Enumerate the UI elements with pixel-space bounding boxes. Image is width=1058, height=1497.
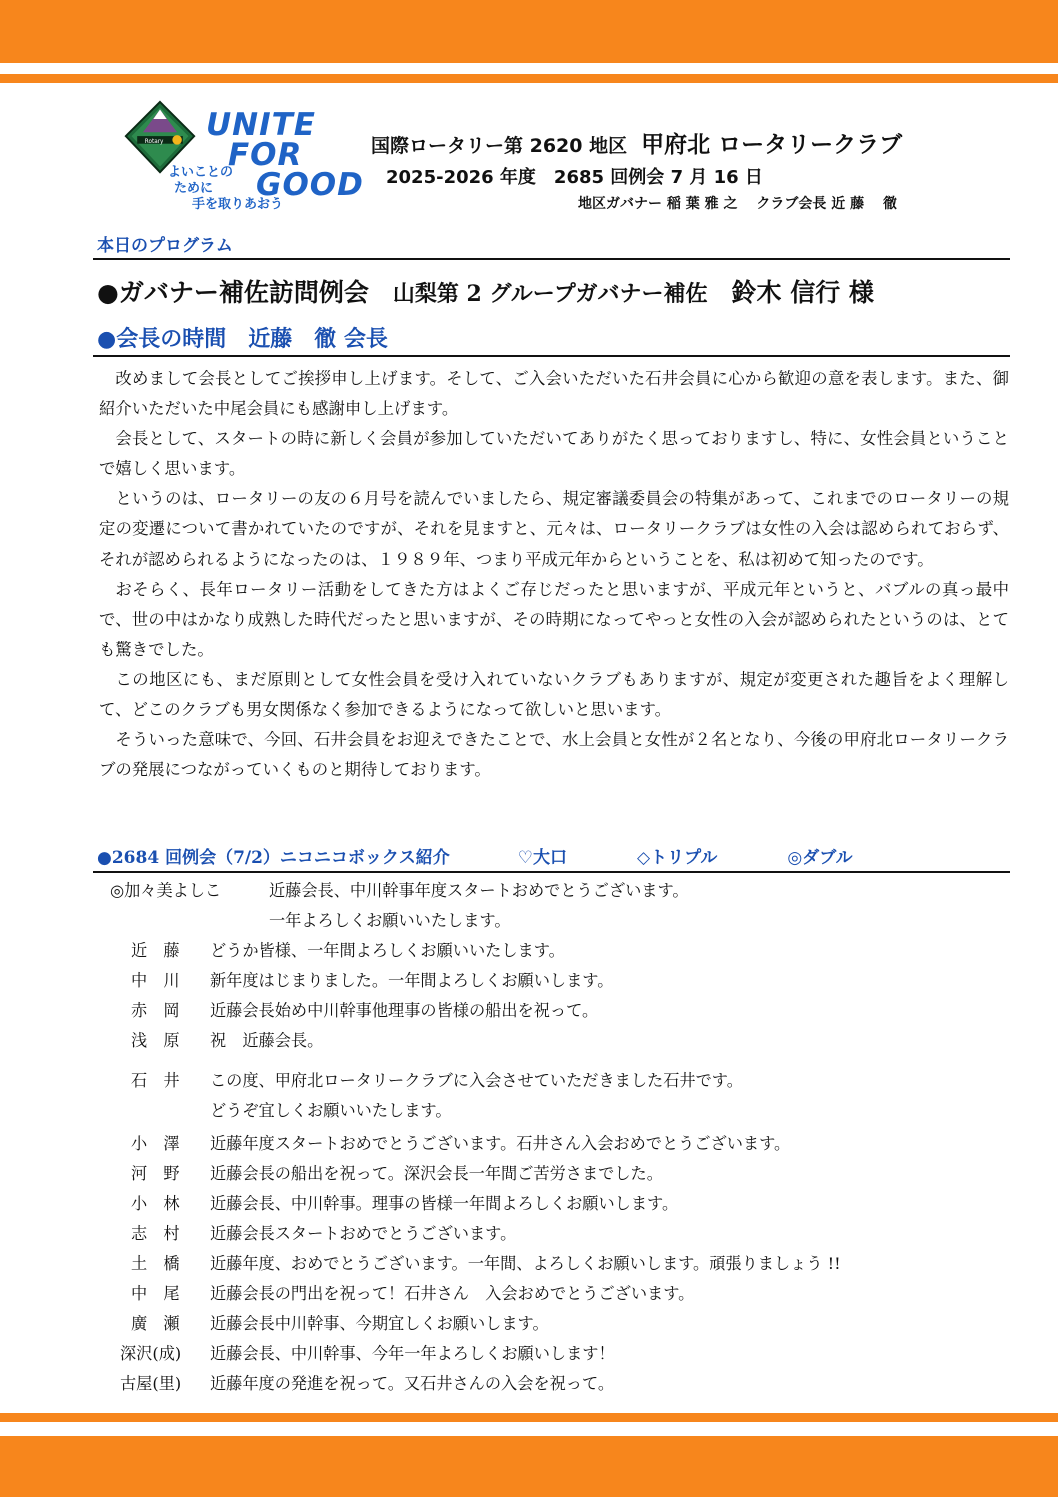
paragraph: そういった意味で、今回、石井会員をお迎えできたことで、水上会員と女性が２名となり、今後の甲府北ロータリークラブの発展につながっていくものと期待しております。 xyxy=(99,730,1009,780)
member-name: 小 林 xyxy=(131,1194,180,1213)
member-name: 深沢(成) xyxy=(120,1344,182,1363)
paragraph: おそらく、長年ロータリー活動をしてきた方はよくご存じだったと思いますが、平成元年というと、バブルの真っ最中で、世の中はかなり成熟した時代だったと思いますが、その時期になってやっと女性の入会が認められたというのは、とても驚きでした。 xyxy=(99,579,1009,659)
logo-tag-line1: よいことの xyxy=(168,165,234,180)
president-section-title: ●会長の時間 近藤 徹 会長 xyxy=(97,326,388,352)
member-message: 祝 近藤会長。 xyxy=(210,1031,324,1050)
member-message: 近藤年度スタートおめでとうございます。石井さん入会おめでとうございます。 xyxy=(210,1134,791,1153)
member-message: 近藤会長中川幹事、今期宜しくお願いします。 xyxy=(210,1314,549,1333)
bottom-orange-line xyxy=(0,1413,1058,1422)
legend-triple: ◇トリプル xyxy=(637,848,718,868)
member-message: 近藤年度、おめでとうございます。一年間、よろしくお願いします。頑張りましょう !! xyxy=(210,1254,841,1273)
member-message: 近藤会長スタートおめでとうございます。 xyxy=(210,1224,517,1243)
president-message xyxy=(99,364,1009,785)
member-name: 中 川 xyxy=(131,971,180,990)
header-meeting: 2025-2026 年度 2685 回例会 7 月 16 日 xyxy=(386,167,763,188)
nikoniko-section-title xyxy=(97,843,923,868)
member-name: 近 藤 xyxy=(131,941,180,960)
header-district xyxy=(371,126,902,159)
program-headline xyxy=(97,273,874,309)
member-name: 志 村 xyxy=(131,1224,180,1243)
unite-for-good-logo xyxy=(120,98,364,228)
member-name: ◎加々美よしこ xyxy=(110,881,222,900)
member-name: 廣 瀬 xyxy=(131,1314,180,1333)
member-message: 近藤会長の門出を祝って！石井さん 入会おめでとうございます。 xyxy=(210,1284,695,1303)
member-name: 小 澤 xyxy=(131,1134,180,1153)
member-name: 土 橋 xyxy=(131,1254,180,1273)
top-orange-line xyxy=(0,74,1058,83)
logo-tag-line3: 手を取りあおう xyxy=(192,197,284,212)
logo-word-good: GOOD xyxy=(256,167,364,203)
member-name: 浅 原 xyxy=(131,1031,180,1050)
member-name: 中 尾 xyxy=(131,1284,180,1303)
headline-guest-name: 鈴木 信行 様 xyxy=(731,278,874,307)
top-orange-band xyxy=(0,0,1058,63)
divider xyxy=(93,355,1010,357)
member-message: 近藤会長始め中川幹事他理事の皆様の船出を祝って。 xyxy=(210,1001,599,1020)
badge-text: Rotary xyxy=(144,138,164,145)
divider xyxy=(93,258,1010,260)
logo-tag-line2: ために xyxy=(174,181,214,196)
member-name: 赤 岡 xyxy=(131,1001,180,1020)
legend-big: ♡大口 xyxy=(517,848,568,868)
logo-tagline xyxy=(168,165,283,213)
member-message: 近藤会長、中川幹事。理事の皆様一年間よろしくお願いします。 xyxy=(210,1194,679,1213)
member-message: どうぞ宜しくお願いいたします。 xyxy=(210,1101,452,1120)
bottom-orange-band xyxy=(0,1436,1058,1497)
member-message: 近藤会長、中川幹事、今年一年よろしくお願いします！ xyxy=(210,1344,615,1363)
paragraph: この地区にも、まだ原則として女性会員を受け入れていないクラブもありますが、規定が変更された趣旨をよく理解して、どこのクラブも男女関係なく参加できるようになって欲しいと思います。 xyxy=(99,669,1009,720)
headline-subtitle: 山梨第 2 グループガバナー補佐 xyxy=(392,281,708,307)
member-message: 近藤会長の船出を祝って。深沢会長一年間ご苦労さまでした。 xyxy=(210,1164,663,1183)
nikoniko-title: ●2684 回例会（7/2）ニコニコボックス紹介 xyxy=(97,848,450,868)
member-message: 近藤年度の発進を祝って。又石井さんの入会を祝って。 xyxy=(210,1374,615,1393)
member-name: 河 野 xyxy=(131,1164,180,1183)
program-label: 本日のプログラム xyxy=(97,236,233,256)
divider xyxy=(93,871,1010,873)
paragraph: 会長として、スタートの時に新しく会員が参加していただいてありがたく思っておりますし、特に、女性会員ということで嬉しく思います。 xyxy=(99,429,1009,479)
paragraph: 改めまして会長としてご挨拶申し上げます。そして、ご入会いただいた石井会員に心から歓迎の意を表します。また、御紹介いただいた中尾会員にも感謝申し上げます。 xyxy=(99,369,1009,419)
member-name: 石 井 xyxy=(131,1071,180,1090)
paragraph: というのは、ロータリーの友の６月号を読んでいましたら、規定審議委員会の特集があって、これまでのロータリーの規定の変遷について書かれていたのですが、それを見ますと、元々は、ロータリークラブは女性の入会は認められておらず、それが認められるようになったのは、１９８９年、つまり平成元年からということを、私は初めて知ったのです。 xyxy=(99,489,1009,569)
logo-word-for: FOR xyxy=(228,137,303,173)
member-message: 一年よろしくお願いいたします。 xyxy=(269,911,511,930)
district-text: 国際ロータリー第 2620 地区 xyxy=(371,135,628,157)
club-name: 甲府北 ロータリークラブ xyxy=(641,132,903,158)
header-officers: 地区ガバナー 稲 葉 雅 之 クラブ会長 近 藤 徹 xyxy=(578,196,897,212)
member-message: 新年度はじまりました。一年間よろしくお願いします。 xyxy=(210,971,614,990)
headline-title: ●ガバナー補佐訪問例会 xyxy=(97,278,369,307)
member-name: 古屋(里) xyxy=(120,1374,182,1393)
member-message: 近藤会長、中川幹事年度スタートおめでとうございます。 xyxy=(269,881,689,900)
legend-double: ◎ダブル xyxy=(787,848,853,868)
member-message: この度、甲府北ロータリークラブに入会させていただきました石井です。 xyxy=(210,1071,743,1090)
logo-word-unite: UNITE xyxy=(206,107,316,143)
member-message: どうか皆様、一年間よろしくお願いいたします。 xyxy=(210,941,565,960)
